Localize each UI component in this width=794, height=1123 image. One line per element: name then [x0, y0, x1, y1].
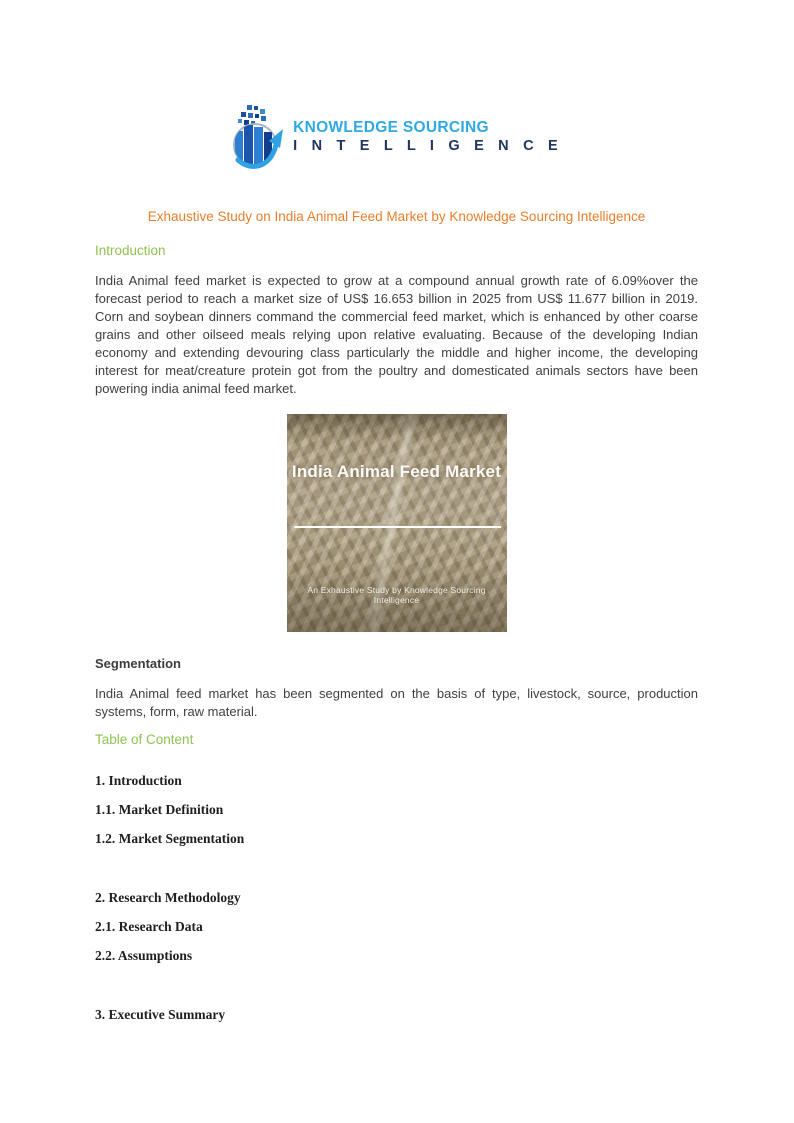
toc-list — [95, 773, 698, 1023]
cover-divider-line — [294, 526, 501, 528]
cover-image-caption: An Exhaustive Study by Knowledge Sourcing Intelligence — [307, 584, 486, 605]
logo-icon — [230, 105, 284, 169]
segmentation-paragraph: India Animal feed market has been segmented on the basis of type, livestock, source, production systems, form, raw material. — [95, 685, 698, 719]
logo-text-secondary: I N T E L L I G E N C E — [293, 137, 563, 154]
toc-heading: Table of Content — [95, 732, 194, 748]
introduction-heading: Introduction — [95, 243, 166, 258]
toc-item: 2. Research Methodology — [95, 890, 241, 906]
logo-pixels — [238, 105, 266, 125]
document-title: Exhaustive Study on India Animal Feed Market by Knowledge Sourcing Intelligence — [147, 209, 646, 224]
logo-text-primary: KNOWLEDGE SOURCING — [293, 118, 489, 136]
introduction-paragraph: India Animal feed market is expected to grow at a compound annual growth rate of 6.09%over the forecast period to reach a market size of US$ 16.653 billion in 2025 from US$ 11.677 billion in 2019. Corn and soybean dinners command the commercial feed market, which is enhanced by other coarse grains and other oilseed meals relying upon relative evaluating. Because of the developing Indian economy and extending devouring class particularly the middle and higher income, the developing interest for meat/creature protein got from the poultry and domesticated animals sectors have been powering india animal feed market. — [95, 273, 698, 396]
toc-item: 1. Introduction — [95, 773, 182, 789]
cover-image — [287, 414, 507, 632]
logo-text — [293, 119, 563, 155]
toc-item: 1.2. Market Segmentation — [95, 831, 245, 847]
cover-image-title: India Animal Feed Market — [291, 461, 502, 481]
logo — [230, 105, 563, 169]
toc-item: 1.1. Market Definition — [95, 802, 224, 818]
toc-item: 2.1. Research Data — [95, 919, 203, 935]
toc-item: 3. Executive Summary — [95, 1007, 226, 1023]
toc-item: 2.2. Assumptions — [95, 948, 193, 964]
segmentation-heading: Segmentation — [95, 655, 181, 671]
